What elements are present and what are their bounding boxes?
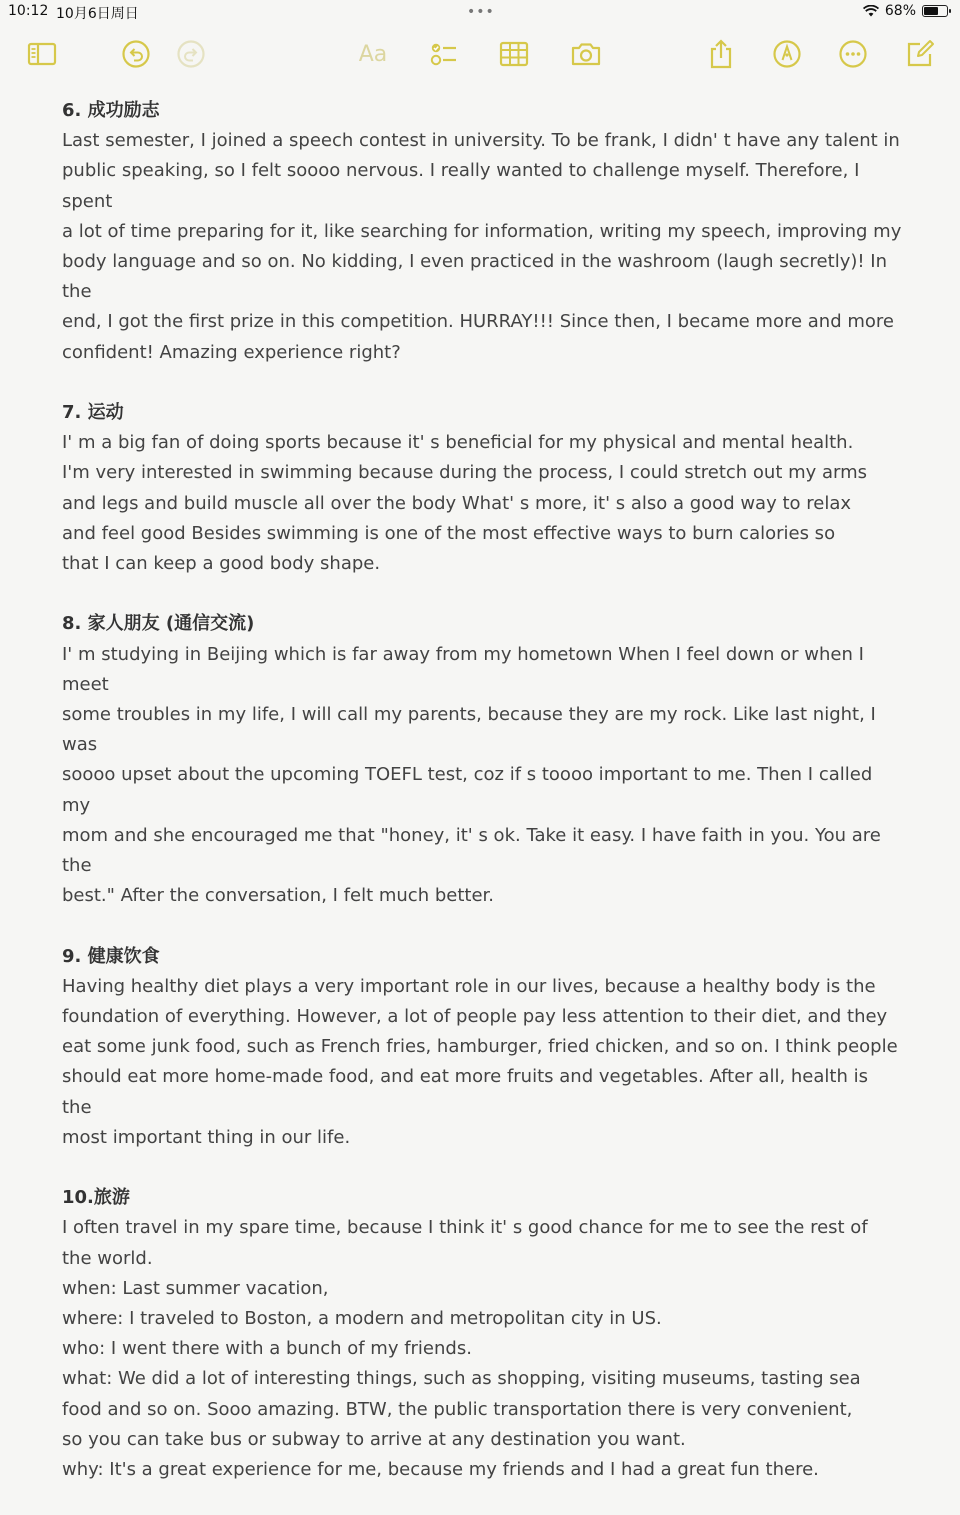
note-text-line: I'm very interested in swimming because during the process, I could stretch out my arms [62,462,868,484]
checklist-icon[interactable] [423,34,463,74]
note-text-line: so you can take bus or subway to arrive at any destination you want. [62,1428,686,1450]
battery-icon [922,5,948,17]
table-icon[interactable] [494,34,534,74]
format-text-button[interactable] [353,34,393,74]
note-text-line: Last semester, I joined a speech contest in university. To be frank, I didn' t have any talent in [62,130,900,152]
status-indicators [863,3,948,19]
note-text-line: the world. [62,1247,153,1269]
note-text-line: and legs and build muscle all over the body What' s more, it' s also a good way to relax [62,492,852,514]
note-text-line: best." After the conversation, I felt much better. [62,885,494,907]
note-text-line: when: Last summer vacation, [62,1277,329,1299]
section-heading: 9. 健康饮食 [62,945,160,967]
note-text-line: Having healthy diet plays a very important role in our lives, because a healthy body is the [62,975,876,997]
note-section [62,1183,902,1485]
note-section [62,609,902,911]
more-icon[interactable] [833,34,873,74]
note-text-line: mom and she encouraged me that "honey, it' s ok. Take it easy. I have faith in you. You are the [62,824,881,877]
battery-percentage: 68% [884,3,916,19]
redo-icon[interactable] [171,34,211,74]
battery-level-fill [924,7,938,15]
format-text-label: Aa [358,41,388,67]
sidebar-icon[interactable] [22,34,62,74]
note-text-line: confident! Amazing experience right? [62,341,401,363]
note-text-line: most important thing in our life. [62,1126,351,1148]
note-text-line: body language and so on. No kidding, I even practiced in the washroom (laugh secretly)! In the [62,251,888,303]
note-text-line: eat some junk food, such as French fries, hamburger, fried chicken, and so on. I think people [62,1036,898,1058]
note-text-line: what: We did a lot of interesting things, such as shopping, visiting museums, tasting sea [62,1368,861,1390]
status-bar [0,0,960,26]
section-heading: 8. 家人朋友 (通信交流) [62,613,255,635]
note-text-line: should eat more home-made food, and eat more fruits and vegetables. After all, health is the [62,1066,868,1118]
status-time: 10:12 [8,3,49,19]
note-section [62,96,902,368]
note-text-line: soooo upset about the upcoming TOEFL test, coz if s toooo important to me. Then I called my [62,764,873,816]
note-text-line: where: I traveled to Boston, a modern and metropolitan city in US. [62,1308,662,1330]
note-text-line: I' m studying in Beijing which is far away from my hometown When I feel down or when I meet [62,643,864,695]
compose-icon[interactable] [900,34,940,74]
note-text-line: why: It's a great experience for me, because my friends and I had a great fun there. [62,1459,819,1481]
notes-toolbar [0,34,960,74]
note-text-line: that I can keep a good body shape. [62,553,381,575]
section-heading: 7. 运动 [62,402,124,424]
note-text-line: and feel good Besides swimming is one of the most effective ways to burn calories so [62,522,836,544]
section-heading: 6. 成功励志 [62,100,160,121]
note-section [62,942,902,1153]
note-text-line: food and so on. Sooo amazing. BTW, the public transportation there is very convenient, [62,1398,853,1420]
note-body[interactable] [62,96,902,1515]
undo-icon[interactable] [116,34,156,74]
note-text-line: who: I went there with a bunch of my friends. [62,1338,472,1360]
status-date: 10月6日周日 [56,6,139,22]
multitasking-dots-icon[interactable]: ••• [467,4,495,20]
section-heading: 10.旅游 [62,1187,130,1209]
note-text-line: I often travel in my spare time, because I think it' s good chance for me to see the rest of [62,1217,868,1239]
markup-icon[interactable] [767,34,807,74]
note-text-line: some troubles in my life, I will call my parents, because they are my rock. Like last night, I was [62,704,876,756]
note-text-line: public speaking, so I felt soooo nervous. I really wanted to challenge myself. Therefore, I spent [62,160,860,212]
camera-icon[interactable] [566,34,606,74]
note-text-line: a lot of time preparing for it, like searching for information, writing my speech, improving my [62,220,902,242]
wifi-icon [863,5,879,17]
note-section [62,398,902,579]
note-text-line: I' m a big fan of doing sports because it' s beneficial for my physical and mental health. [62,432,854,454]
note-text-line: end, I got the first prize in this competition. HURRAY!!! Since then, I became more and more [62,311,894,333]
note-text-line: foundation of everything. However, a lot of people pay less attention to their diet, and they [62,1006,888,1028]
share-icon[interactable] [701,34,741,74]
